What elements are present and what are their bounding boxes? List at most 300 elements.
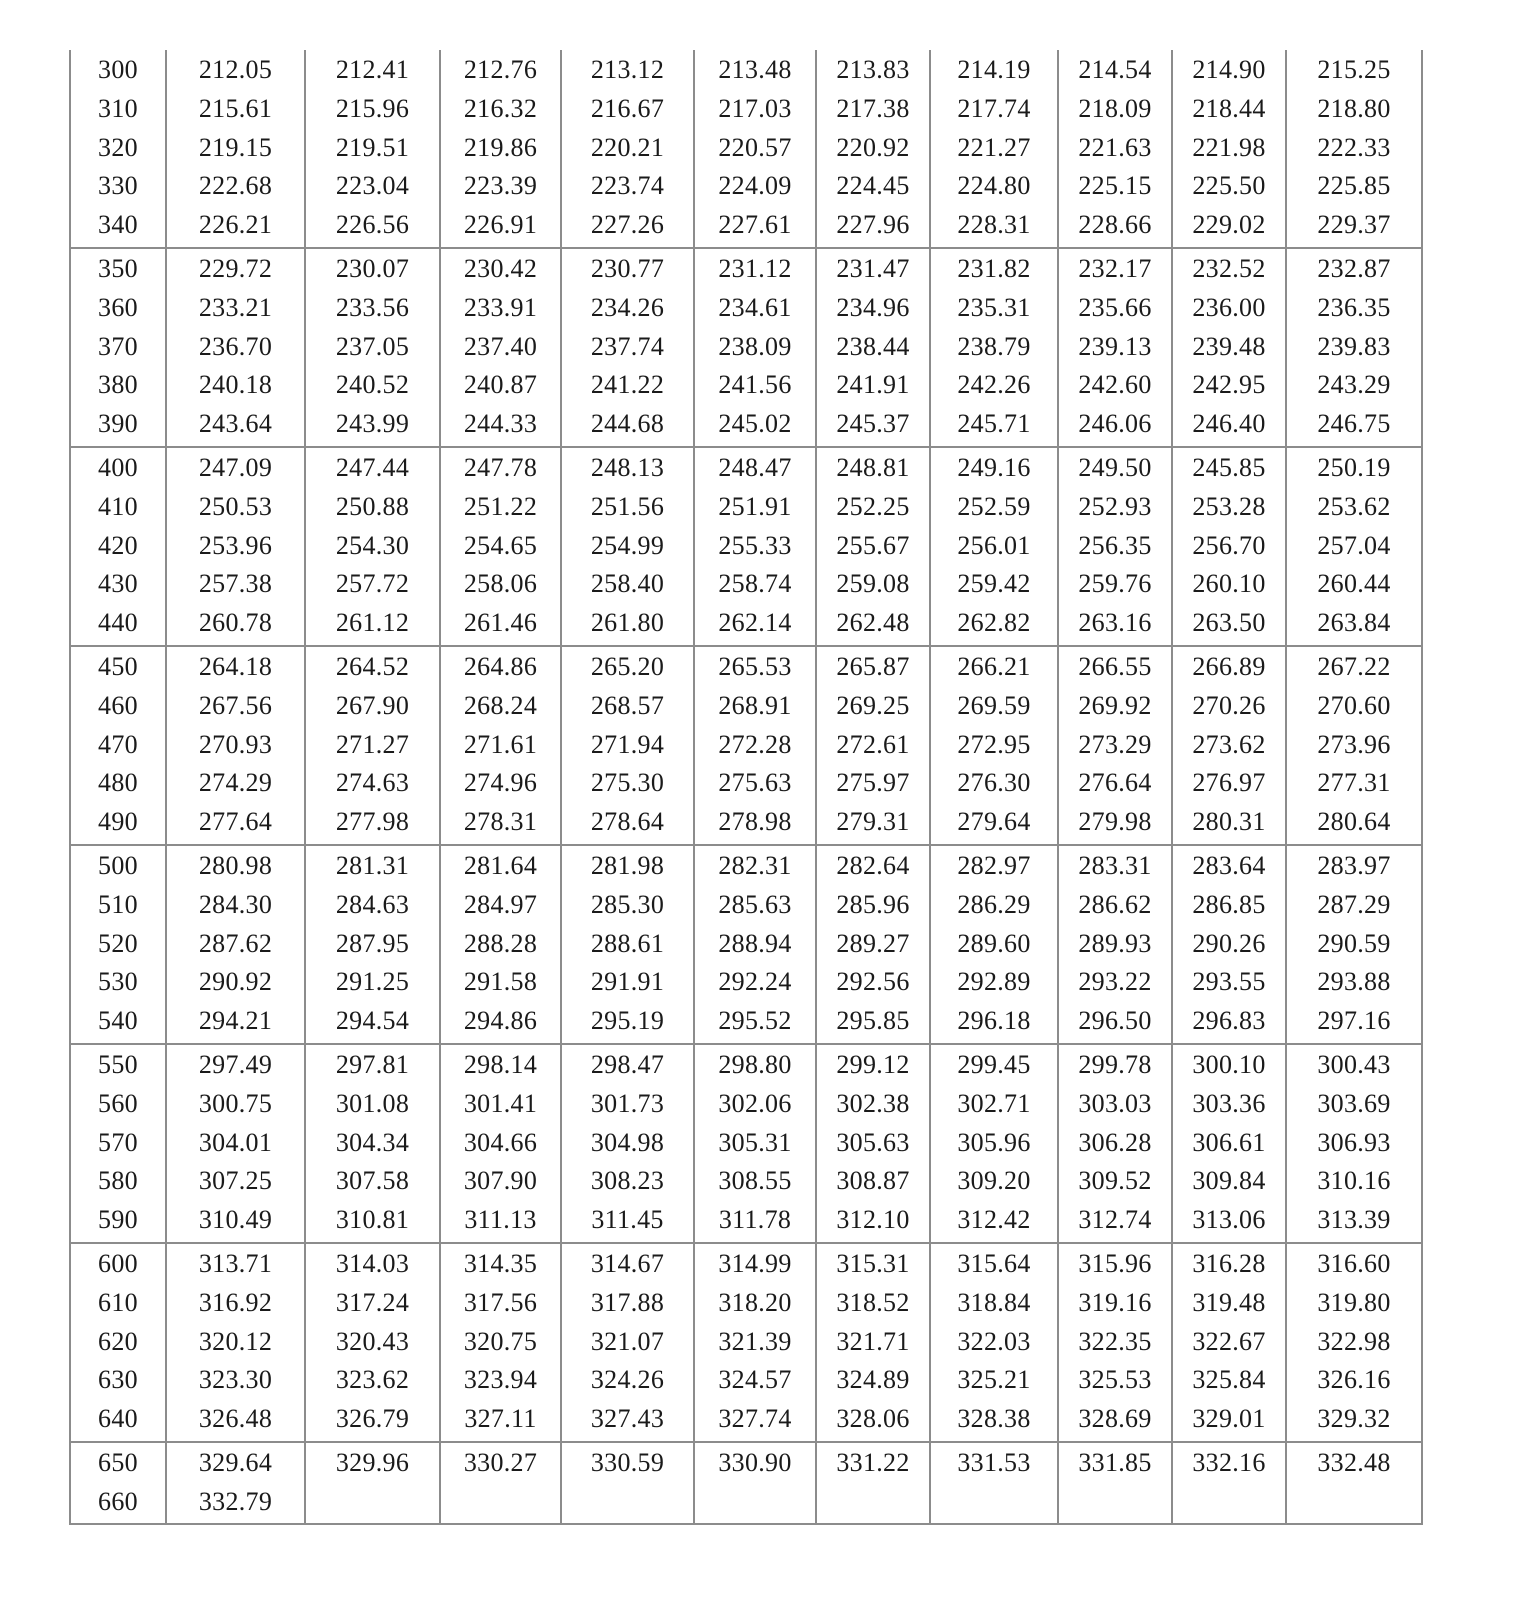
table-cell-value: 274.63 [335, 768, 410, 798]
table-cell-value: 278.31 [463, 807, 538, 837]
value-column-cell [305, 447, 440, 646]
value-column-cell [166, 646, 305, 845]
table-cell-value: 303.36 [1192, 1088, 1266, 1118]
value-column-cell [1286, 1243, 1422, 1442]
table-cell-value: 280.64 [1317, 807, 1391, 837]
table-cell-value: 238.44 [836, 331, 910, 361]
table-cell-value: 293.88 [1317, 967, 1391, 997]
table-cell-value: 259.42 [957, 569, 1031, 599]
value-column-cell [1172, 447, 1286, 646]
value-column-cell [930, 1442, 1058, 1525]
table-cell-value: 242.60 [1078, 370, 1152, 400]
table-cell-value: 304.34 [335, 1127, 410, 1157]
table-cell-value: 249.16 [957, 452, 1031, 482]
table-cell-value: 285.63 [718, 889, 792, 919]
row-key-column-cell [70, 248, 166, 447]
row-key: 580 [98, 1166, 138, 1196]
table-cell-value: 253.96 [198, 530, 273, 560]
table-cell-value: 264.86 [463, 651, 538, 681]
table-cell-value: 313.39 [1317, 1205, 1391, 1235]
row-key-column-cell [70, 646, 166, 845]
table-cell-value: 273.29 [1078, 729, 1152, 759]
table-cell-value: 269.25 [836, 690, 910, 720]
value-column-cell [694, 845, 816, 1044]
table-cell-value: 327.43 [590, 1404, 665, 1434]
table-cell-value: 269.59 [957, 690, 1031, 720]
table-cell-value: 216.32 [463, 93, 538, 123]
table-cell-value: 240.87 [463, 370, 538, 400]
row-group [70, 447, 1422, 646]
table-cell-value: 231.12 [718, 253, 792, 283]
row-key: 490 [98, 807, 138, 837]
table-cell-value: 318.84 [957, 1287, 1031, 1317]
table-cell-value: 309.84 [1192, 1166, 1266, 1196]
table-cell-value: 276.97 [1192, 768, 1266, 798]
table-cell-value: 255.67 [836, 530, 910, 560]
table-cell-value: 245.02 [718, 409, 792, 439]
table-cell-value [562, 1483, 693, 1522]
table-cell-value: 226.21 [198, 210, 273, 240]
table-cell-value: 303.69 [1317, 1088, 1391, 1118]
table-cell-value: 323.62 [335, 1365, 410, 1395]
row-key: 540 [98, 1006, 138, 1036]
table-cell-value: 266.89 [1192, 651, 1266, 681]
table-cell-value: 315.31 [836, 1248, 910, 1278]
table-cell-value: 305.31 [718, 1127, 792, 1157]
table-cell-value: 254.30 [335, 530, 410, 560]
table-cell-value: 219.15 [198, 132, 273, 162]
table-cell-value: 237.40 [463, 331, 538, 361]
row-key: 480 [98, 768, 138, 798]
table-cell-value: 256.01 [957, 530, 1031, 560]
table-cell-value: 276.30 [957, 768, 1031, 798]
table-cell-value: 277.64 [198, 807, 273, 837]
table-cell-value: 229.02 [1192, 210, 1266, 240]
table-cell-value: 298.47 [590, 1049, 665, 1079]
table-cell-value: 228.66 [1078, 210, 1152, 240]
table-cell-value: 283.97 [1317, 850, 1391, 880]
table-cell-value: 331.85 [1078, 1447, 1152, 1477]
value-column-cell [816, 646, 930, 845]
table-cell-value: 221.98 [1192, 132, 1266, 162]
table-cell-value: 290.59 [1317, 928, 1391, 958]
table-cell-value: 253.28 [1192, 491, 1266, 521]
row-key: 310 [98, 93, 138, 123]
table-cell-value: 232.17 [1078, 253, 1152, 283]
table-cell-value: 270.26 [1192, 690, 1266, 720]
value-column-cell [930, 845, 1058, 1044]
table-cell-value: 215.96 [335, 93, 410, 123]
value-column-cell [440, 50, 561, 248]
value-column-cell [561, 50, 694, 248]
table-cell-value: 300.75 [198, 1088, 273, 1118]
table-cell-value: 258.40 [590, 569, 665, 599]
table-cell-value: 229.37 [1317, 210, 1391, 240]
table-cell-value: 290.26 [1192, 928, 1266, 958]
table-cell-value: 314.99 [718, 1248, 792, 1278]
table-cell-value: 307.58 [335, 1166, 410, 1196]
table-cell-value: 225.15 [1078, 171, 1152, 201]
table-cell-value: 218.09 [1078, 93, 1152, 123]
table-cell-value: 252.25 [836, 491, 910, 521]
table-cell-value: 233.91 [463, 292, 538, 322]
value-column-cell [1058, 248, 1172, 447]
table-cell-value: 243.64 [198, 409, 273, 439]
table-cell-value: 215.61 [198, 93, 273, 123]
row-group [70, 646, 1422, 845]
table-cell-value: 297.49 [198, 1049, 273, 1079]
value-column-cell [440, 845, 561, 1044]
row-group [70, 1442, 1422, 1525]
value-column-cell [930, 248, 1058, 447]
table-cell-value: 274.29 [198, 768, 273, 798]
row-group [70, 50, 1422, 248]
value-column-cell [1286, 646, 1422, 845]
table-cell-value: 224.09 [718, 171, 792, 201]
table-cell-value: 264.52 [335, 651, 410, 681]
table-cell-value: 321.71 [836, 1326, 910, 1356]
table-cell-value: 307.25 [198, 1166, 273, 1196]
table-cell-value: 308.23 [590, 1166, 665, 1196]
row-key: 460 [98, 690, 138, 720]
table-cell-value: 273.62 [1192, 729, 1266, 759]
table-cell-value: 279.64 [957, 807, 1031, 837]
table-cell-value: 235.31 [957, 292, 1031, 322]
value-column-cell [930, 50, 1058, 248]
table-cell-value: 325.84 [1192, 1365, 1266, 1395]
row-key: 320 [98, 132, 138, 162]
row-key-column-cell [70, 1243, 166, 1442]
table-cell-value: 330.90 [718, 1447, 792, 1477]
table-cell-value: 248.13 [590, 452, 665, 482]
table-cell-value: 330.59 [590, 1447, 665, 1477]
value-column-cell [1286, 248, 1422, 447]
row-key: 660 [98, 1486, 138, 1516]
value-column-cell [440, 447, 561, 646]
table-cell-value: 281.98 [590, 850, 665, 880]
row-key: 600 [98, 1248, 138, 1278]
table-cell-value: 314.67 [590, 1248, 665, 1278]
table-cell-value: 262.48 [836, 608, 910, 638]
table-cell-value: 263.84 [1317, 608, 1391, 638]
table-cell-value: 322.03 [957, 1326, 1031, 1356]
table-cell-value: 246.75 [1317, 409, 1391, 439]
table-cell-value [306, 1483, 439, 1522]
table-cell-value: 257.38 [198, 569, 273, 599]
table-cell-value: 262.82 [957, 608, 1031, 638]
table-cell-value: 238.79 [957, 331, 1031, 361]
table-cell-value: 282.97 [957, 850, 1031, 880]
table-cell-value: 270.60 [1317, 690, 1391, 720]
table-cell-value: 320.43 [335, 1326, 410, 1356]
table-cell-value: 299.12 [836, 1049, 910, 1079]
table-cell-value: 250.53 [198, 491, 273, 521]
table-cell-value: 329.64 [198, 1447, 273, 1477]
table-cell-value: 285.96 [836, 889, 910, 919]
table-cell-value: 255.33 [718, 530, 792, 560]
table-cell-value: 241.22 [590, 370, 665, 400]
table-cell-value: 287.62 [198, 928, 273, 958]
table-cell-value: 306.93 [1317, 1127, 1391, 1157]
table-cell-value: 224.45 [836, 171, 910, 201]
table-cell-value: 212.05 [198, 55, 273, 84]
table-cell-value: 296.50 [1078, 1006, 1152, 1036]
row-key: 510 [98, 889, 138, 919]
table-cell-value: 221.63 [1078, 132, 1152, 162]
table-cell-value: 227.96 [836, 210, 910, 240]
value-column-cell [305, 50, 440, 248]
table-cell-value: 328.06 [836, 1404, 910, 1434]
table-cell-value: 260.78 [198, 608, 273, 638]
value-column-cell [930, 646, 1058, 845]
table-cell-value: 261.46 [463, 608, 538, 638]
table-cell-value: 221.27 [957, 132, 1031, 162]
row-key: 650 [98, 1447, 138, 1477]
table-cell-value: 265.87 [836, 651, 910, 681]
value-column-cell [816, 248, 930, 447]
row-key: 420 [98, 530, 138, 560]
table-cell-value: 288.61 [590, 928, 665, 958]
row-key: 550 [98, 1049, 138, 1079]
row-key: 620 [98, 1326, 138, 1356]
table-cell-value: 316.60 [1317, 1248, 1391, 1278]
row-key-column-cell [70, 1442, 166, 1525]
table-cell-value: 264.18 [198, 651, 273, 681]
table-cell-value: 315.64 [957, 1248, 1031, 1278]
table-cell-value: 263.16 [1078, 608, 1152, 638]
table-cell-value: 298.14 [463, 1049, 538, 1079]
table-cell-value: 226.56 [335, 210, 410, 240]
table-cell-value: 323.30 [198, 1365, 273, 1395]
row-key: 340 [98, 210, 138, 240]
value-column-cell [1058, 646, 1172, 845]
table-cell-value: 230.77 [590, 253, 665, 283]
table-cell-value: 301.08 [335, 1088, 410, 1118]
row-group [70, 248, 1422, 447]
table-cell-value: 291.58 [463, 967, 538, 997]
table-cell-value: 289.27 [836, 928, 910, 958]
value-column-cell [561, 1442, 694, 1525]
table-cell-value: 217.74 [957, 93, 1031, 123]
table-cell-value: 218.80 [1317, 93, 1391, 123]
table-cell-value: 313.06 [1192, 1205, 1266, 1235]
table-cell-value: 285.30 [590, 889, 665, 919]
value-column-cell [816, 1243, 930, 1442]
table-cell-value: 214.90 [1192, 55, 1266, 84]
table-cell-value: 283.64 [1192, 850, 1266, 880]
table-cell-value: 304.01 [198, 1127, 273, 1157]
table-cell-value: 325.53 [1078, 1365, 1152, 1395]
table-cell-value: 215.25 [1317, 55, 1391, 84]
table-cell-value: 261.12 [335, 608, 410, 638]
table-cell-value: 251.91 [718, 491, 792, 521]
table-cell-value: 272.95 [957, 729, 1031, 759]
table-cell-value: 258.06 [463, 569, 538, 599]
table-cell-value: 268.91 [718, 690, 792, 720]
table-cell-value: 294.86 [463, 1006, 538, 1036]
table-cell-value: 269.92 [1078, 690, 1152, 720]
value-column-cell [440, 1442, 561, 1525]
table-cell-value: 243.99 [335, 409, 410, 439]
table-cell-value: 267.22 [1317, 651, 1391, 681]
table-cell-value: 226.91 [463, 210, 538, 240]
table-cell-value: 284.30 [198, 889, 273, 919]
row-key-column-cell [70, 447, 166, 646]
table-cell-value: 256.35 [1078, 530, 1152, 560]
row-group [70, 845, 1422, 1044]
table-cell-value: 310.49 [198, 1205, 273, 1235]
table-cell-value [1173, 1483, 1285, 1522]
row-key: 520 [98, 928, 138, 958]
table-cell-value: 223.04 [335, 171, 410, 201]
value-column-cell [694, 1044, 816, 1243]
table-cell-value: 233.21 [198, 292, 273, 322]
table-cell-value: 280.31 [1192, 807, 1266, 837]
table-cell-value [695, 1483, 815, 1522]
table-cell-value: 332.48 [1317, 1447, 1391, 1477]
table-cell-value: 227.26 [590, 210, 665, 240]
row-key: 630 [98, 1365, 138, 1395]
table-cell-value: 297.16 [1317, 1006, 1391, 1036]
value-column-cell [1286, 1442, 1422, 1525]
table-cell-value: 287.95 [335, 928, 410, 958]
row-key: 410 [98, 491, 138, 521]
table-cell-value: 220.21 [590, 132, 665, 162]
reference-table [69, 50, 1423, 1525]
table-cell-value: 239.48 [1192, 331, 1266, 361]
table-cell-value: 212.76 [463, 55, 538, 84]
table-cell-value: 319.16 [1078, 1287, 1152, 1317]
table-cell-value: 329.32 [1317, 1404, 1391, 1434]
value-column-cell [694, 447, 816, 646]
value-column-cell [440, 1044, 561, 1243]
table-cell-value: 240.18 [198, 370, 273, 400]
row-key: 530 [98, 967, 138, 997]
table-cell-value: 242.26 [957, 370, 1031, 400]
table-cell-value: 317.24 [335, 1287, 410, 1317]
table-cell-value: 245.85 [1192, 452, 1266, 482]
table-cell-value: 222.68 [198, 171, 273, 201]
table-cell-value: 272.61 [836, 729, 910, 759]
table-cell-value: 330.27 [463, 1447, 538, 1477]
row-key: 610 [98, 1287, 138, 1317]
table-cell-value: 328.38 [957, 1404, 1031, 1434]
table-cell-value: 315.96 [1078, 1248, 1152, 1278]
table-cell-value: 241.91 [836, 370, 910, 400]
row-key: 300 [98, 55, 138, 84]
table-cell-value: 250.19 [1317, 452, 1391, 482]
table-cell-value: 286.29 [957, 889, 1031, 919]
table-cell-value: 253.62 [1317, 491, 1391, 521]
row-key: 440 [98, 608, 138, 638]
value-column-cell [816, 447, 930, 646]
table-cell-value: 245.71 [957, 409, 1031, 439]
table-cell-value: 252.93 [1078, 491, 1152, 521]
table-cell-value: 332.16 [1192, 1447, 1266, 1477]
value-column-cell [305, 1442, 440, 1525]
table-cell-value: 214.54 [1078, 55, 1152, 84]
table-cell-value: 296.83 [1192, 1006, 1266, 1036]
table-cell-value: 223.74 [590, 171, 665, 201]
table-cell-value: 237.05 [335, 331, 410, 361]
table-cell-value: 331.22 [836, 1447, 910, 1477]
table-cell-value: 324.26 [590, 1365, 665, 1395]
table-cell-value: 292.56 [836, 967, 910, 997]
table-cell-value: 295.52 [718, 1006, 792, 1036]
value-column-cell [1058, 1243, 1172, 1442]
value-column-cell [440, 248, 561, 447]
value-column-cell [1058, 845, 1172, 1044]
table-cell-value: 311.45 [591, 1205, 664, 1235]
table-cell-value: 312.74 [1078, 1205, 1152, 1235]
table-cell-value: 236.70 [198, 331, 273, 361]
value-column-cell [694, 646, 816, 845]
table-cell-value: 258.74 [718, 569, 792, 599]
table-cell-value: 252.59 [957, 491, 1031, 521]
table-cell-value: 220.57 [718, 132, 792, 162]
table-cell-value: 219.51 [335, 132, 410, 162]
table-cell-value: 225.50 [1192, 171, 1266, 201]
table-cell-value: 243.29 [1317, 370, 1391, 400]
table-cell-value: 271.61 [463, 729, 538, 759]
value-column-cell [1172, 1044, 1286, 1243]
table-cell-value: 256.70 [1192, 530, 1266, 560]
table-cell-value: 311.78 [718, 1205, 792, 1235]
table-cell-value: 314.03 [335, 1248, 410, 1278]
table-cell-value: 260.44 [1317, 569, 1391, 599]
table-cell-value: 294.54 [335, 1006, 410, 1036]
table-cell-value: 266.55 [1078, 651, 1152, 681]
value-column-cell [305, 1044, 440, 1243]
table-cell-value: 278.64 [590, 807, 665, 837]
table-cell-value: 277.98 [335, 807, 410, 837]
value-column-cell [305, 1243, 440, 1442]
table-cell-value: 236.35 [1317, 292, 1391, 322]
table-cell-value: 308.87 [836, 1166, 910, 1196]
table-cell-value: 309.20 [957, 1166, 1031, 1196]
row-key: 430 [98, 569, 138, 599]
value-column-cell [166, 1044, 305, 1243]
value-column-cell [694, 248, 816, 447]
table-cell-value: 324.57 [718, 1365, 792, 1395]
row-key: 570 [98, 1127, 138, 1157]
table-cell-value: 329.01 [1192, 1404, 1266, 1434]
table-cell-value: 291.25 [335, 967, 410, 997]
table-cell-value: 279.98 [1078, 807, 1152, 837]
value-column-cell [440, 646, 561, 845]
table-cell-value: 306.61 [1192, 1127, 1266, 1157]
value-column-cell [166, 1442, 305, 1525]
table-cell-value: 267.90 [335, 690, 410, 720]
table-cell-value: 212.41 [335, 55, 410, 84]
table-cell-value [1287, 1483, 1421, 1522]
value-column-cell [816, 845, 930, 1044]
value-column-cell [816, 1044, 930, 1243]
table-cell-value: 327.74 [718, 1404, 792, 1434]
table-cell-value: 233.56 [335, 292, 410, 322]
table-cell-value: 328.69 [1078, 1404, 1152, 1434]
table-cell-value: 284.97 [463, 889, 538, 919]
row-key: 350 [98, 253, 138, 283]
table-cell-value: 214.19 [957, 55, 1031, 84]
row-key: 640 [98, 1404, 138, 1434]
row-key: 380 [98, 370, 138, 400]
table-cell-value: 274.96 [463, 768, 538, 798]
table-cell-value: 319.80 [1317, 1287, 1391, 1317]
table-cell-value: 288.94 [718, 928, 792, 958]
table-cell-value: 260.10 [1192, 569, 1266, 599]
table-cell-value: 290.92 [198, 967, 273, 997]
